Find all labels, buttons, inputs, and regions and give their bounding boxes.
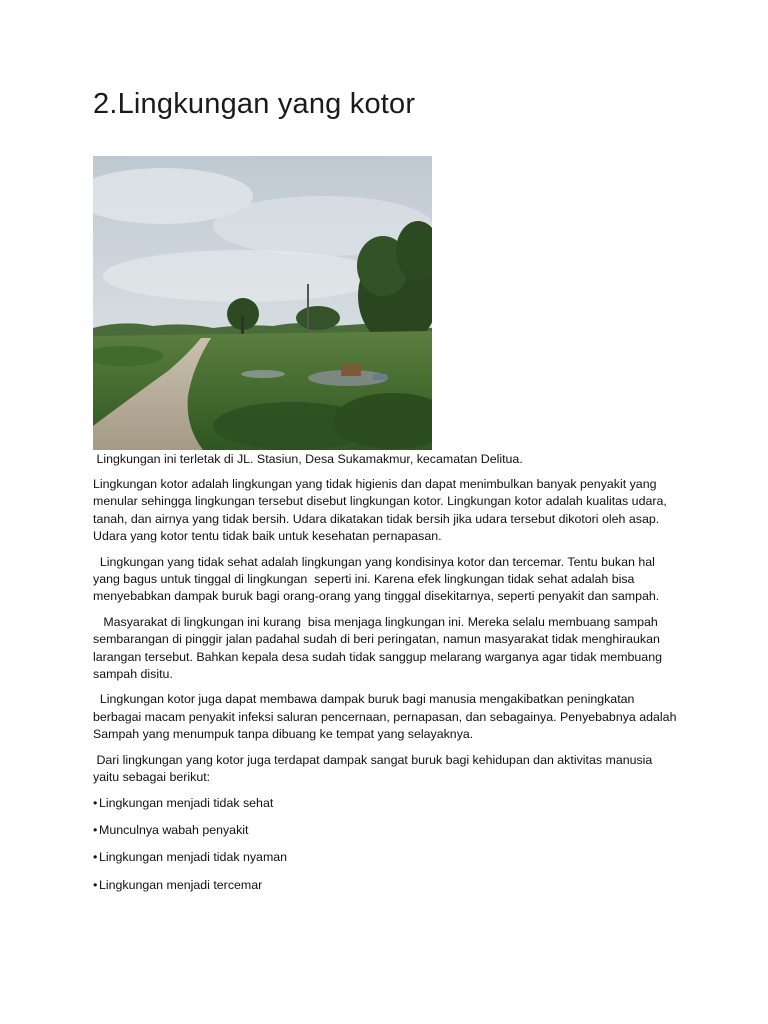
list-item — [93, 822, 679, 839]
bullet-icon: • — [93, 877, 98, 892]
list-item — [93, 795, 679, 812]
bullet-icon: • — [93, 822, 98, 837]
environment-photo — [93, 156, 432, 450]
debris — [341, 364, 361, 376]
photo-caption: Lingkungan ini terletak di JL. Stasiun, Desa Sukamakmur, kecamatan Delitua. — [93, 452, 523, 466]
document-body — [93, 476, 679, 904]
tree-trunk — [241, 316, 244, 336]
photo-illustration — [93, 156, 432, 450]
impact-list — [93, 795, 679, 895]
trash-pile — [241, 370, 285, 378]
debris — [373, 374, 387, 380]
tree — [296, 306, 340, 330]
paragraph: Lingkungan kotor adalah lingkungan yang tidak higienis dan dapat menimbulkan banyak penyakit yang menular sehingga lingkungan tersebut disebut lingkungan kotor. Lingkungan kotor adalah kualitas udara, tanah, dan airnya yang tidak bersih. Udara dikatakan tidak bersih jika udara tersebut dikotori oleh asap. Udara yang kotor tentu tidak baik untuk kesehatan pernapasan. — [93, 477, 671, 544]
list-item-text: Lingkungan menjadi tidak sehat — [99, 795, 274, 810]
list-item-text: Munculnya wabah penyakit — [99, 822, 249, 837]
cloud — [103, 250, 383, 302]
list-item-text: Lingkungan menjadi tercemar — [99, 877, 263, 892]
bullet-icon: • — [93, 795, 98, 810]
paragraph: Lingkungan yang tidak sehat adalah lingkungan yang kondisinya kotor dan tercemar. Tentu bukan hal yang bagus untuk tinggal di lingkungan seperti ini. Karena efek lingkungan tidak sehat adalah bisa menyebabkan dampak buruk bagi orang-orang yang tinggal disekitarnya, seperti penyakit dan sampah. — [93, 554, 660, 604]
page-heading: 2.Lingkungan yang kotor — [93, 88, 416, 120]
list-item-text: Lingkungan menjadi tidak nyaman — [99, 850, 288, 865]
list-item — [93, 849, 679, 866]
list-item — [93, 877, 679, 894]
paragraph: Lingkungan kotor juga dapat membawa dampak buruk bagi manusia mengakibatkan peningkatan berbagai macam penyakit infeksi saluran pencernaan, pernapasan, dan sebagainya. Penyebabnya adalah Sampah yang menumpuk tanpa dibuang ke tempat yang selayaknya. — [93, 692, 680, 742]
pole — [307, 284, 309, 332]
bullet-icon: • — [93, 850, 98, 865]
paragraph: Masyarakat di lingkungan ini kurang bisa menjaga lingkungan ini. Mereka selalu membuang sampah sembarangan di pinggir jalan padahal sudah di beri peringatan, namun masyarakat tidak menghiraukan larangan tersebut. Bahkan kepala desa sudah tidak sanggup melarang warganya agar tidak membuang sampah disitu. — [93, 614, 666, 682]
paragraph: Dari lingkungan yang kotor juga terdapat dampak sangat buruk bagi kehidupan dan aktivitas manusia yaitu sebagai berikut: — [93, 752, 656, 785]
